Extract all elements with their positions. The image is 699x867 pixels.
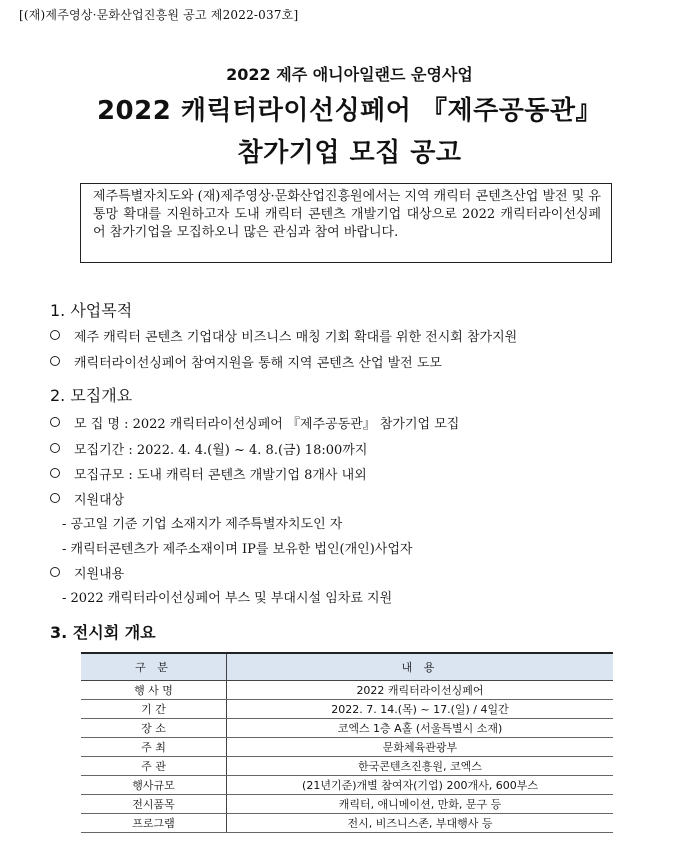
row-label: 기 간	[81, 700, 227, 719]
bullet-circle-icon	[50, 464, 60, 478]
recruit-period: 모집기간 : 2022. 4. 4.(월) ~ 4. 8.(금) 18:00까지	[74, 443, 368, 458]
section3-heading: 3. 전시회 개요	[50, 623, 156, 642]
row-label: 주 최	[81, 738, 227, 757]
row-value: (21년기준)개별 참여자(기업) 200개사, 600부스	[227, 776, 614, 795]
bullet-circle-icon	[50, 489, 60, 503]
notice-number: [(재)제주영상·문화산업진흥원 공고 제2022-037호]	[19, 8, 299, 22]
table-row	[81, 776, 613, 795]
row-value: 문화체육관광부	[227, 738, 614, 757]
row-label: 행사규모	[81, 776, 227, 795]
row-label: 전시품목	[81, 795, 227, 814]
table-row	[81, 719, 613, 738]
page-title-line2: 참가기업 모집 공고	[237, 138, 462, 168]
table-header-content: 내 용	[227, 653, 614, 681]
target-item-1: - 공고일 기준 기업 소재지가 제주특별자치도인 자	[62, 517, 343, 532]
table-row	[81, 681, 613, 700]
bullet-circle-icon	[50, 563, 60, 577]
row-value: 2022. 7. 14.(목) ~ 17.(일) / 4일간	[227, 700, 614, 719]
table-header-category: 구 분	[81, 653, 227, 681]
row-value: 캐릭터, 애니메이션, 만화, 문구 등	[227, 795, 614, 814]
purpose-item-1: 제주 캐릭터 콘텐츠 기업대상 비즈니스 매칭 기회 확대를 위한 전시회 참가지원	[74, 330, 518, 345]
row-label: 행 사 명	[81, 681, 227, 700]
project-subtitle: 2022 제주 애니아일랜드 운영사업	[226, 65, 473, 84]
support-label: 지원내용	[74, 567, 125, 582]
row-value: 한국콘텐츠진흥원, 코엑스	[227, 757, 614, 776]
row-label: 프로그램	[81, 814, 227, 833]
recruit-target-label: 지원대상	[74, 493, 125, 508]
bullet-circle-icon	[50, 326, 60, 340]
support-item: - 2022 캐릭터라이선싱페어 부스 및 부대시설 임차료 지원	[62, 591, 393, 606]
table-row	[81, 814, 613, 833]
section1-heading: 1. 사업목적	[50, 301, 133, 320]
row-label: 주 관	[81, 757, 227, 776]
row-value: 코엑스 1층 A홀 (서울특별시 소재)	[227, 719, 614, 738]
exhibition-overview-table	[81, 652, 613, 833]
table-row	[81, 700, 613, 719]
row-value: 2022 캐릭터라이선싱페어	[227, 681, 614, 700]
table-header-row	[81, 653, 613, 681]
table-row	[81, 757, 613, 776]
bullet-circle-icon	[50, 439, 60, 453]
target-item-2: - 캐릭터콘텐츠가 제주소재이며 IP를 보유한 법인(개인)사업자	[62, 542, 413, 557]
page-title-line1: 2022 캐릭터라이선싱페어 『제주공동관』	[96, 96, 603, 126]
bullet-circle-icon	[50, 413, 60, 427]
bullet-circle-icon	[50, 352, 60, 366]
table-row	[81, 795, 613, 814]
recruit-name: 모 집 명 : 2022 캐릭터라이선싱페어 『제주공동관』 참가기업 모집	[74, 417, 460, 432]
row-value: 전시, 비즈니스존, 부대행사 등	[227, 814, 614, 833]
recruit-scale: 모집규모 : 도내 캐릭터 콘텐츠 개발기업 8개사 내외	[74, 468, 367, 483]
notice-summary-box: 제주특별자치도와 (재)제주영상·문화산업진흥원에서는 지역 캐릭터 콘텐츠산업 발전 및 유통망 확대를 지원하고자 도내 캐릭터 콘텐츠 개발기업 대상으로 2022 캐릭터라이선싱페어 참가기업을 모집하오니 많은 관심과 참여 바랍니다.	[80, 183, 612, 263]
section2-heading: 2. 모집개요	[50, 386, 133, 405]
row-label: 장 소	[81, 719, 227, 738]
purpose-item-2: 캐릭터라이선싱페어 참여지원을 통해 지역 콘텐츠 산업 발전 도모	[74, 356, 442, 371]
table-row	[81, 738, 613, 757]
